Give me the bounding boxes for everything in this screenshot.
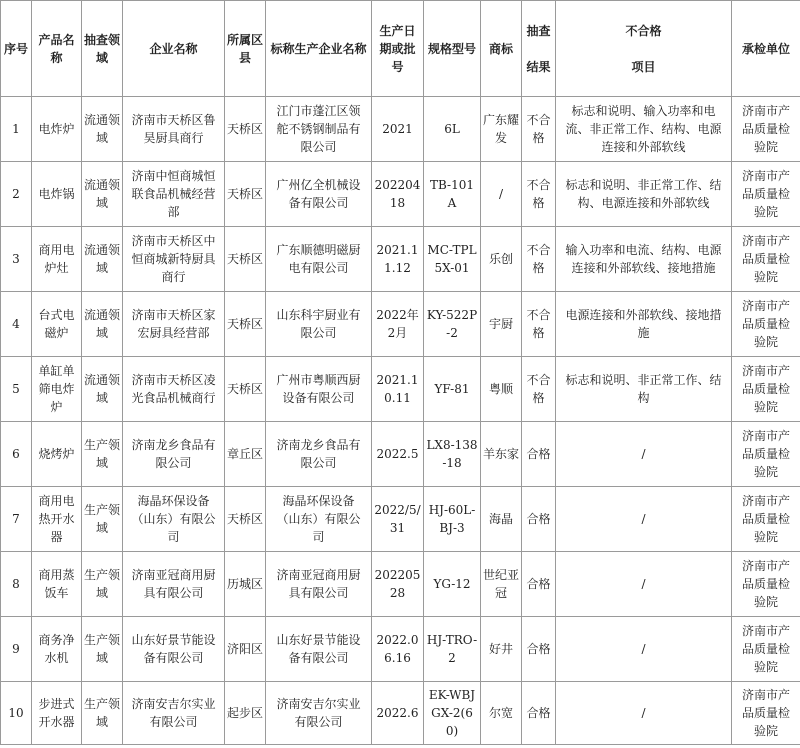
cell-model: YF-81	[424, 357, 481, 422]
cell-company: 济南市天桥区鲁昊厨具商行	[123, 97, 225, 162]
cell-date: 2022.06.16	[372, 617, 424, 682]
cell-field: 流通领域	[82, 292, 123, 357]
cell-agency: 济南市产品质量检验院	[732, 487, 800, 552]
cell-district: 天桥区	[225, 487, 266, 552]
cell-fail-items: 电源连接和外部软线、接地措施	[556, 292, 732, 357]
header-result-top: 抽查	[526, 23, 551, 38]
cell-product: 商用电热开水器	[32, 487, 82, 552]
cell-result: 不合格	[522, 357, 556, 422]
cell-district: 历城区	[225, 552, 266, 617]
cell-product: 商用蒸饭车	[32, 552, 82, 617]
cell-manufacturer: 海晶环保设备（山东）有限公司	[266, 487, 372, 552]
cell-result: 合格	[522, 422, 556, 487]
cell-company: 济南安吉尔实业有限公司	[123, 682, 225, 745]
header-row	[1, 1, 800, 97]
cell-seq: 2	[1, 162, 32, 227]
cell-district: 济阳区	[225, 617, 266, 682]
cell-result: 不合格	[522, 162, 556, 227]
cell-district: 天桥区	[225, 357, 266, 422]
cell-field: 流通领域	[82, 227, 123, 292]
table-row	[1, 487, 800, 552]
cell-result: 合格	[522, 552, 556, 617]
table-row	[1, 97, 800, 162]
cell-district: 天桥区	[225, 162, 266, 227]
cell-agency: 济南市产品质量检验院	[732, 227, 800, 292]
header-result-bottom: 结果	[526, 59, 551, 74]
cell-product: 台式电磁炉	[32, 292, 82, 357]
cell-result: 不合格	[522, 227, 556, 292]
cell-model: HJ-60L-BJ-3	[424, 487, 481, 552]
cell-brand: 羊东家	[481, 422, 522, 487]
cell-company: 海晶环保设备（山东）有限公司	[123, 487, 225, 552]
table-row	[1, 162, 800, 227]
cell-fail-items: /	[556, 422, 732, 487]
header-fail-bottom: 项目	[631, 59, 656, 74]
table-body	[1, 97, 800, 745]
header-field: 抽查领域	[82, 1, 123, 97]
cell-date: 2021	[372, 97, 424, 162]
cell-agency: 济南市产品质量检验院	[732, 357, 800, 422]
cell-agency: 济南市产品质量检验院	[732, 97, 800, 162]
cell-manufacturer: 广州市粤顺西厨设备有限公司	[266, 357, 372, 422]
cell-result: 合格	[522, 682, 556, 745]
cell-fail-items: 标志和说明、非正常工作、结构、电源连接和外部软线	[556, 162, 732, 227]
table-row	[1, 292, 800, 357]
cell-manufacturer: 济南龙乡食品有限公司	[266, 422, 372, 487]
cell-brand: 世纪亚冠	[481, 552, 522, 617]
table-row	[1, 422, 800, 487]
cell-date: 20220418	[372, 162, 424, 227]
cell-date: 20220528	[372, 552, 424, 617]
cell-seq: 9	[1, 617, 32, 682]
cell-field: 流通领域	[82, 97, 123, 162]
cell-field: 生产领域	[82, 422, 123, 487]
cell-brand: /	[481, 162, 522, 227]
cell-agency: 济南市产品质量检验院	[732, 552, 800, 617]
cell-model: TB-101A	[424, 162, 481, 227]
cell-manufacturer: 济南亚冠商用厨具有限公司	[266, 552, 372, 617]
cell-manufacturer: 江门市蓬江区领舵不锈钢制品有限公司	[266, 97, 372, 162]
header-product: 产品名称	[32, 1, 82, 97]
cell-field: 流通领域	[82, 357, 123, 422]
cell-fail-items: /	[556, 552, 732, 617]
cell-product: 烧烤炉	[32, 422, 82, 487]
header-district: 所属区县	[225, 1, 266, 97]
cell-model: YG-12	[424, 552, 481, 617]
header-manufacturer: 标称生产企业名称	[266, 1, 372, 97]
cell-date: 2021.11.12	[372, 227, 424, 292]
cell-product: 步进式开水器	[32, 682, 82, 745]
header-fail-top: 不合格	[625, 23, 662, 38]
cell-manufacturer: 广州亿全机械设备有限公司	[266, 162, 372, 227]
cell-model: EK-WBJGX-2(60)	[424, 682, 481, 745]
cell-date: 2022年2月	[372, 292, 424, 357]
cell-product: 电炸炉	[32, 97, 82, 162]
cell-seq: 3	[1, 227, 32, 292]
cell-model: KY-522P-2	[424, 292, 481, 357]
cell-agency: 济南市产品质量检验院	[732, 422, 800, 487]
header-agency: 承检单位	[732, 1, 800, 97]
cell-brand: 海晶	[481, 487, 522, 552]
cell-company: 山东好景节能设备有限公司	[123, 617, 225, 682]
cell-product: 商务净水机	[32, 617, 82, 682]
cell-manufacturer: 广东顺德明磁厨电有限公司	[266, 227, 372, 292]
cell-model: 6L	[424, 97, 481, 162]
cell-district: 天桥区	[225, 97, 266, 162]
cell-seq: 10	[1, 682, 32, 745]
header-fail-items	[556, 1, 732, 97]
cell-product: 单缸单筛电炸炉	[32, 357, 82, 422]
cell-fail-items: /	[556, 617, 732, 682]
cell-brand: 粤顺	[481, 357, 522, 422]
cell-seq: 7	[1, 487, 32, 552]
cell-model: HJ-TRO-2	[424, 617, 481, 682]
table-row	[1, 357, 800, 422]
cell-fail-items: 标志和说明、非正常工作、结构	[556, 357, 732, 422]
cell-brand: 宇厨	[481, 292, 522, 357]
cell-result: 合格	[522, 617, 556, 682]
cell-date: 2022/5/31	[372, 487, 424, 552]
cell-company: 济南市天桥区家宏厨具经营部	[123, 292, 225, 357]
cell-date: 2022.6	[372, 682, 424, 745]
cell-district: 天桥区	[225, 292, 266, 357]
header-model: 规格型号	[424, 1, 481, 97]
cell-brand: 好井	[481, 617, 522, 682]
cell-company: 济南市天桥区凌光食品机械商行	[123, 357, 225, 422]
cell-field: 生产领域	[82, 552, 123, 617]
cell-fail-items: /	[556, 487, 732, 552]
cell-agency: 济南市产品质量检验院	[732, 617, 800, 682]
cell-result: 不合格	[522, 292, 556, 357]
cell-agency: 济南市产品质量检验院	[732, 292, 800, 357]
cell-seq: 4	[1, 292, 32, 357]
cell-field: 生产领域	[82, 617, 123, 682]
cell-result: 不合格	[522, 97, 556, 162]
cell-model: MC-TPL5X-01	[424, 227, 481, 292]
cell-brand: 乐创	[481, 227, 522, 292]
cell-fail-items: 输入功率和电流、结构、电源连接和外部软线、接地措施	[556, 227, 732, 292]
cell-product: 商用电炉灶	[32, 227, 82, 292]
cell-agency: 济南市产品质量检验院	[732, 682, 800, 745]
cell-district: 天桥区	[225, 227, 266, 292]
cell-product: 电炸锅	[32, 162, 82, 227]
table-row	[1, 617, 800, 682]
cell-brand: 尔宽	[481, 682, 522, 745]
cell-result: 合格	[522, 487, 556, 552]
cell-manufacturer: 济南安吉尔实业有限公司	[266, 682, 372, 745]
cell-field: 生产领域	[82, 487, 123, 552]
header-date: 生产日期或批号	[372, 1, 424, 97]
cell-manufacturer: 山东科宇厨业有限公司	[266, 292, 372, 357]
cell-field: 流通领域	[82, 162, 123, 227]
header-result	[522, 1, 556, 97]
cell-model: LX8-138-18	[424, 422, 481, 487]
cell-company: 济南亚冠商用厨具有限公司	[123, 552, 225, 617]
table-row	[1, 227, 800, 292]
header-brand: 商标	[481, 1, 522, 97]
table-row	[1, 682, 800, 745]
cell-seq: 8	[1, 552, 32, 617]
cell-fail-items: /	[556, 682, 732, 745]
cell-date: 2021.10.11	[372, 357, 424, 422]
cell-agency: 济南市产品质量检验院	[732, 162, 800, 227]
cell-fail-items: 标志和说明、输入功率和电流、非正常工作、结构、电源连接和外部软线	[556, 97, 732, 162]
cell-district: 起步区	[225, 682, 266, 745]
cell-date: 2022.5	[372, 422, 424, 487]
cell-seq: 5	[1, 357, 32, 422]
cell-company: 济南中恒商城恒联食品机械经营部	[123, 162, 225, 227]
header-seq: 序号	[1, 1, 32, 97]
table-row	[1, 552, 800, 617]
cell-field: 生产领域	[82, 682, 123, 745]
cell-seq: 1	[1, 97, 32, 162]
cell-manufacturer: 山东好景节能设备有限公司	[266, 617, 372, 682]
cell-district: 章丘区	[225, 422, 266, 487]
cell-company: 济南龙乡食品有限公司	[123, 422, 225, 487]
cell-brand: 广东耀发	[481, 97, 522, 162]
cell-company: 济南市天桥区中恒商城新特厨具商行	[123, 227, 225, 292]
header-company: 企业名称	[123, 1, 225, 97]
cell-seq: 6	[1, 422, 32, 487]
